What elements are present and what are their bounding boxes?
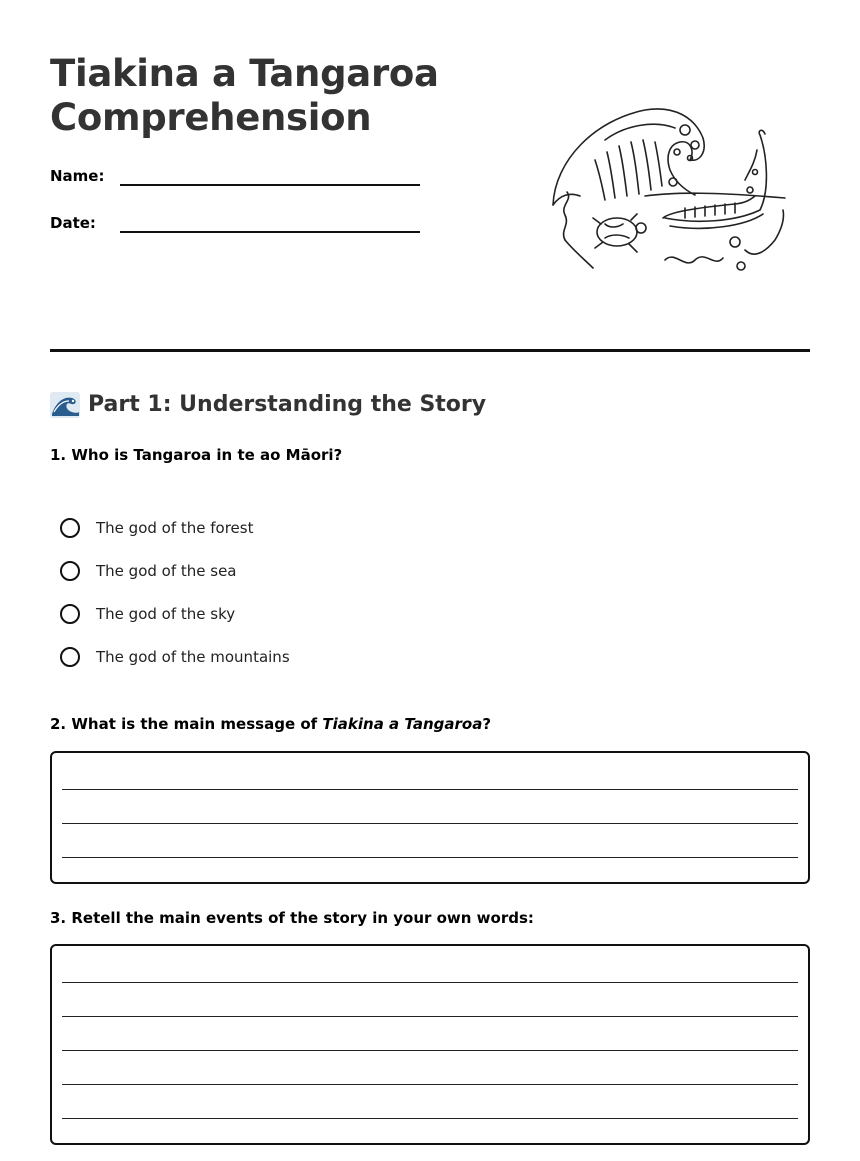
radio-button[interactable] (60, 604, 80, 624)
answer-line (62, 1050, 798, 1051)
page-title (50, 52, 439, 140)
name-label: Name: (50, 167, 105, 185)
title-line-1: Tiakina a Tangaroa (50, 52, 439, 95)
answer-line (62, 1084, 798, 1085)
answer-line (62, 823, 798, 824)
option-label: The god of the sea (96, 561, 237, 580)
date-label: Date: (50, 214, 96, 232)
wave-icon (50, 392, 80, 418)
option-label: The god of the forest (96, 518, 254, 537)
name-field[interactable] (50, 166, 420, 196)
option-label: The god of the mountains (96, 647, 290, 666)
part1-title: Part 1: Understanding the Story (88, 392, 487, 417)
question-1-options (60, 506, 290, 678)
wave-waka-turtle-illustration (545, 100, 795, 280)
question-1: 1. Who is Tangaroa in te ao Māori? (50, 446, 343, 464)
option-mountains[interactable] (60, 635, 290, 678)
question-2-suffix: ? (482, 715, 492, 733)
answer-line (62, 982, 798, 983)
answer-line (62, 1118, 798, 1119)
option-sky[interactable] (60, 592, 290, 635)
answer-line (62, 857, 798, 858)
name-input-line[interactable] (120, 184, 420, 186)
question-3: 3. Retell the main events of the story in your own words: (50, 909, 534, 927)
option-sea[interactable] (60, 549, 290, 592)
question-2-story-title: Tiakina a Tangaroa (322, 715, 483, 733)
date-field[interactable] (50, 213, 420, 243)
radio-button[interactable] (60, 518, 80, 538)
title-line-2: Comprehension (50, 96, 372, 139)
question-3-answer-box[interactable] (50, 944, 810, 1145)
option-forest[interactable] (60, 506, 290, 549)
question-2-answer-box[interactable] (50, 751, 810, 884)
question-2 (50, 714, 491, 734)
option-label: The god of the sky (96, 604, 236, 623)
part1-heading (50, 388, 486, 422)
date-input-line[interactable] (120, 231, 420, 233)
radio-button[interactable] (60, 647, 80, 667)
radio-button[interactable] (60, 561, 80, 581)
answer-line (62, 789, 798, 790)
answer-line (62, 1016, 798, 1017)
question-2-prefix: 2. What is the main message of (50, 715, 323, 733)
section-divider (50, 349, 810, 352)
